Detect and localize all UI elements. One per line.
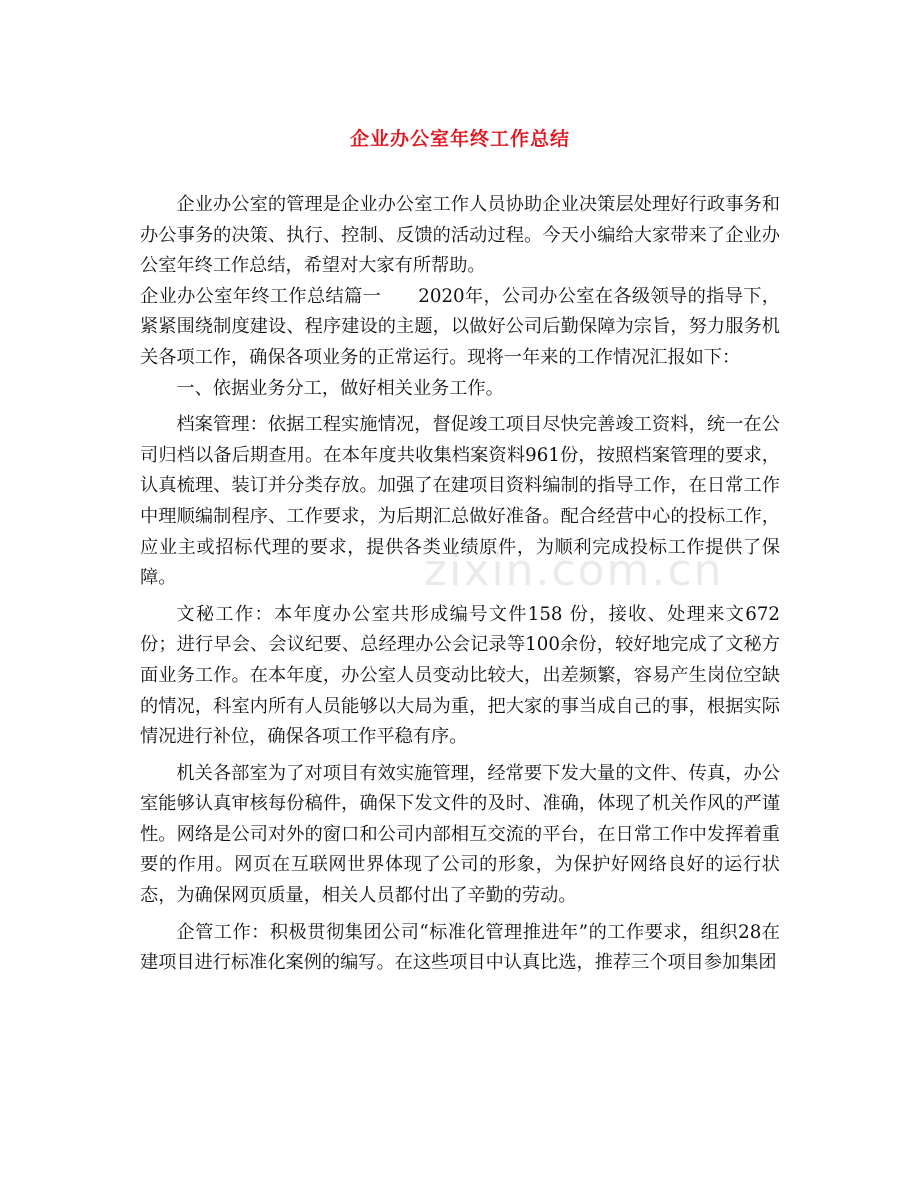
paragraph-secretarial: 文秘工作：本年度办公室共形成编号文件158 份，接收、处理来文672 份；进行早会、会议纪要、总经理办公会记录等100余份，较好地完成了文秘方面业务工作。在本年度，办公室人员变动比较大，出差频繁，容易产生岗位空缺的情况，科室内所有人员能够以大局为重，把大家的事当成自己的事，根据实际情况进行补位，确保各项工作平稳有序。 bbox=[140, 603, 780, 748]
paragraph-intro: 企业办公室的管理是企业办公室工作人员协助企业决策层处理好行政事务和办公事务的决策、执行、控制、反馈的活动过程。今天小编给大家带来了企业办公室年终工作总结，希望对大家有所帮助。 bbox=[140, 194, 780, 277]
paragraph-section-one-lead: 企业办公室年终工作总结篇一 2020年，公司办公室在各级领导的指导下，紧紧围绕制度建设、程序建设的主题，以做好公司后勤保障为宗旨，努力服务机关各项工作，确保各项业务的正常运行。现将一年来的工作情况汇报如下： bbox=[140, 285, 780, 368]
document-title: 企业办公室年终工作总结 bbox=[349, 128, 570, 150]
paragraph-heading-one: 一、依据业务分工，做好相关业务工作。 bbox=[176, 377, 504, 399]
paragraph-management: 企管工作：积极贯彻集团公司“标准化管理推进年”的工作要求，组织28在建项目进行标准化案例的编写。在这些项目中认真比选，推荐三个项目参加集团 bbox=[140, 921, 780, 974]
paragraph-departments: 机关各部室为了对项目有效实施管理，经常要下发大量的文件、传真，办公室能够认真审核每份稿件，确保下发文件的及时、准确，体现了机关作风的严谨性。网络是公司对外的窗口和公司内部相互交流的平台，在日常工作中发挥着重要的作用。网页在互联网世界体现了公司的形象，为保护好网络良好的运行状态，为确保网页质量，相关人员都付出了辛勤的劳动。 bbox=[140, 762, 780, 907]
paragraph-archives: 档案管理：依据工程实施情况，督促竣工项目尽快完善竣工资料，统一在公司归档以备后期查用。在本年度共收集档案资料961份，按照档案管理的要求，认真梳理、装订并分类存放。加强了在建项目资料编制的指导工作，在日常工作中理顺编制程序、工作要求，为后期汇总做好准备。配合经营中心的投标工作，应业主或招标代理的要求，提供各类业绩原件，为顺利完成投标工作提供了保障。 bbox=[140, 414, 780, 589]
document-body bbox=[140, 190, 780, 979]
watermark: zixin.com.cn bbox=[424, 545, 724, 596]
